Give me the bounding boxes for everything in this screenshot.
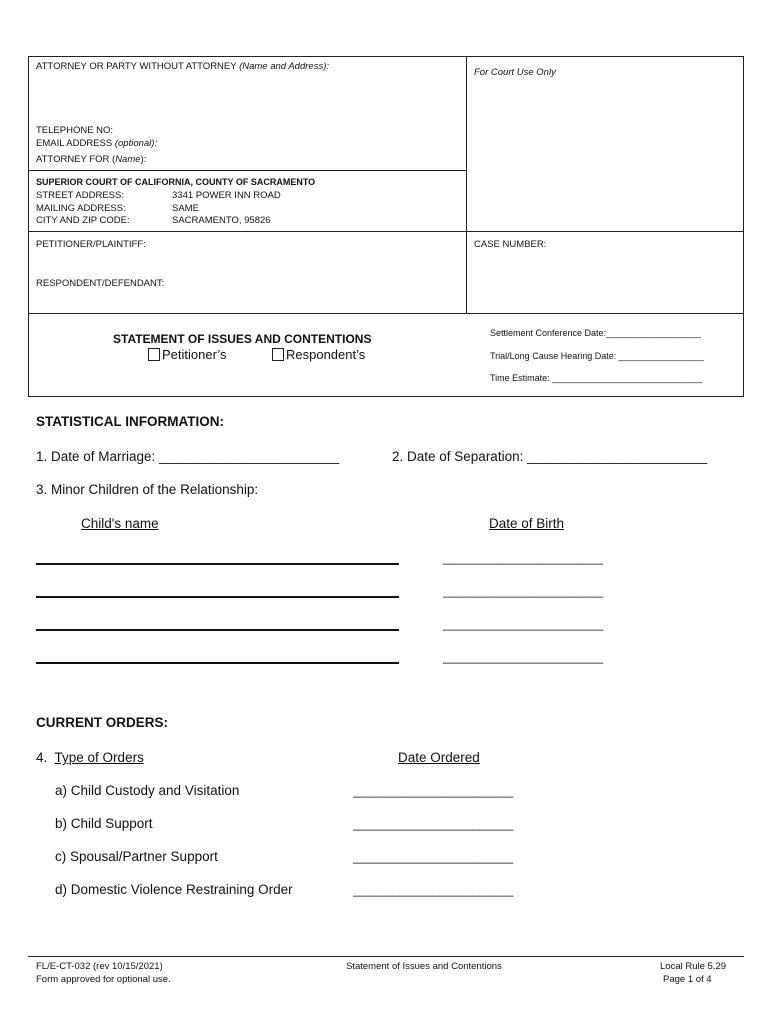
footer-form-id: FL/E-CT-032 (rev 10/15/2021) — [36, 961, 163, 972]
order-item-dv-restraining: d) Domestic Violence Restraining Order — [55, 882, 293, 897]
dv-restraining-date-field[interactable]: ________________________ — [353, 883, 514, 897]
child-support-date-field[interactable]: ________________________ — [353, 817, 514, 831]
petitioners-checkbox[interactable] — [148, 348, 160, 361]
current-orders-heading: CURRENT ORDERS: — [36, 715, 169, 730]
dob-line-1[interactable]: ________________________ — [443, 551, 604, 565]
order-item-custody: a) Child Custody and Visitation — [55, 783, 240, 798]
form-title: STATEMENT OF ISSUES AND CONTENTIONS — [113, 332, 372, 346]
date-ordered-header: Date Ordered — [398, 750, 480, 765]
email-label[interactable] — [36, 138, 157, 149]
respondent-label[interactable]: RESPONDENT/DEFENDANT: — [36, 278, 165, 289]
order-item-child-support: b) Child Support — [55, 816, 153, 831]
caption-divider — [466, 56, 467, 314]
telephone-label[interactable]: TELEPHONE NO: — [36, 125, 114, 136]
email-label-italic: (optional): — [114, 138, 158, 149]
type-of-orders-header — [36, 750, 144, 765]
child-name-line-3[interactable] — [36, 629, 399, 631]
city-label: CITY AND ZIP CODE: — [36, 215, 130, 226]
attorney-for-end: ): — [140, 154, 147, 165]
date-of-separation-field[interactable]: 2. Date of Separation: ________________________ — [392, 449, 708, 464]
respondents-checkbox[interactable] — [272, 348, 284, 361]
caption-rule-4 — [466, 313, 744, 314]
email-label-text: EMAIL ADDRESS — [36, 138, 113, 149]
petitioners-option-label: Petitioner’s — [162, 347, 227, 362]
attorney-label-text: ATTORNEY OR PARTY WITHOUT ATTORNEY — [36, 61, 237, 72]
court-use-label: For Court Use Only — [474, 67, 556, 78]
dob-line-2[interactable]: ________________________ — [443, 584, 604, 598]
mailing-label: MAILING ADDRESS: — [36, 203, 126, 214]
case-number-label[interactable]: CASE NUMBER: — [474, 239, 547, 250]
street-value: 3341 POWER INN ROAD — [172, 190, 281, 201]
caption-rule-2 — [28, 231, 744, 232]
type-of-orders-label: Type of Orders — [54, 750, 144, 765]
caption-rule-1 — [28, 170, 466, 171]
footer-approved: Form approved for optional use. — [36, 974, 171, 985]
dob-line-4[interactable]: ________________________ — [443, 650, 604, 664]
statistical-heading: STATISTICAL INFORMATION: — [36, 414, 224, 429]
footer-rule — [28, 956, 744, 957]
mailing-value: SAME — [172, 203, 199, 214]
date-of-marriage-field[interactable]: 1. Date of Marriage: ________________________ — [36, 449, 340, 464]
attorney-for-italic: Name — [115, 154, 141, 165]
footer-title: Statement of Issues and Contentions — [346, 961, 502, 972]
time-estimate-field[interactable]: Time Estimate: ______________________________ — [490, 373, 703, 383]
custody-date-field[interactable]: ________________________ — [353, 784, 514, 798]
order-item-spousal-support: c) Spousal/Partner Support — [55, 849, 218, 864]
minor-children-label: 3. Minor Children of the Relationship: — [36, 482, 259, 497]
attorney-label — [36, 61, 329, 72]
dob-header: Date of Birth — [489, 516, 565, 531]
city-value: SACRAMENTO, 95826 — [172, 215, 271, 226]
respondents-option[interactable] — [272, 347, 365, 362]
attorney-for-text: ATTORNEY FOR ( — [36, 154, 116, 165]
petitioners-option[interactable] — [148, 347, 227, 362]
item4-number: 4. — [36, 750, 55, 765]
child-name-line-2[interactable] — [36, 596, 399, 598]
spousal-support-date-field[interactable]: ________________________ — [353, 850, 514, 864]
respondents-option-label: Respondent’s — [286, 347, 366, 362]
trial-date-field[interactable]: Trial/Long Cause Hearing Date: _________________ — [490, 351, 704, 361]
petitioner-label[interactable]: PETITIONER/PLAINTIFF: — [36, 239, 146, 250]
footer-page-number: Page 1 of 4 — [663, 974, 712, 985]
child-name-line-1[interactable] — [36, 563, 399, 565]
court-name: SUPERIOR COURT OF CALIFORNIA, COUNTY OF SACRAMENTO — [36, 177, 316, 187]
child-name-header: Child's name — [81, 516, 159, 531]
attorney-label-italic: (Name and Address): — [239, 61, 329, 72]
dob-line-3[interactable]: ________________________ — [443, 617, 604, 631]
street-label: STREET ADDRESS: — [36, 190, 124, 201]
attorney-for-label[interactable] — [36, 154, 146, 165]
child-name-line-4[interactable] — [36, 662, 399, 664]
settlement-date-field[interactable]: Settlement Conference Date:___________________ — [490, 328, 702, 338]
footer-rule-number: Local Rule 5.29 — [660, 961, 727, 972]
